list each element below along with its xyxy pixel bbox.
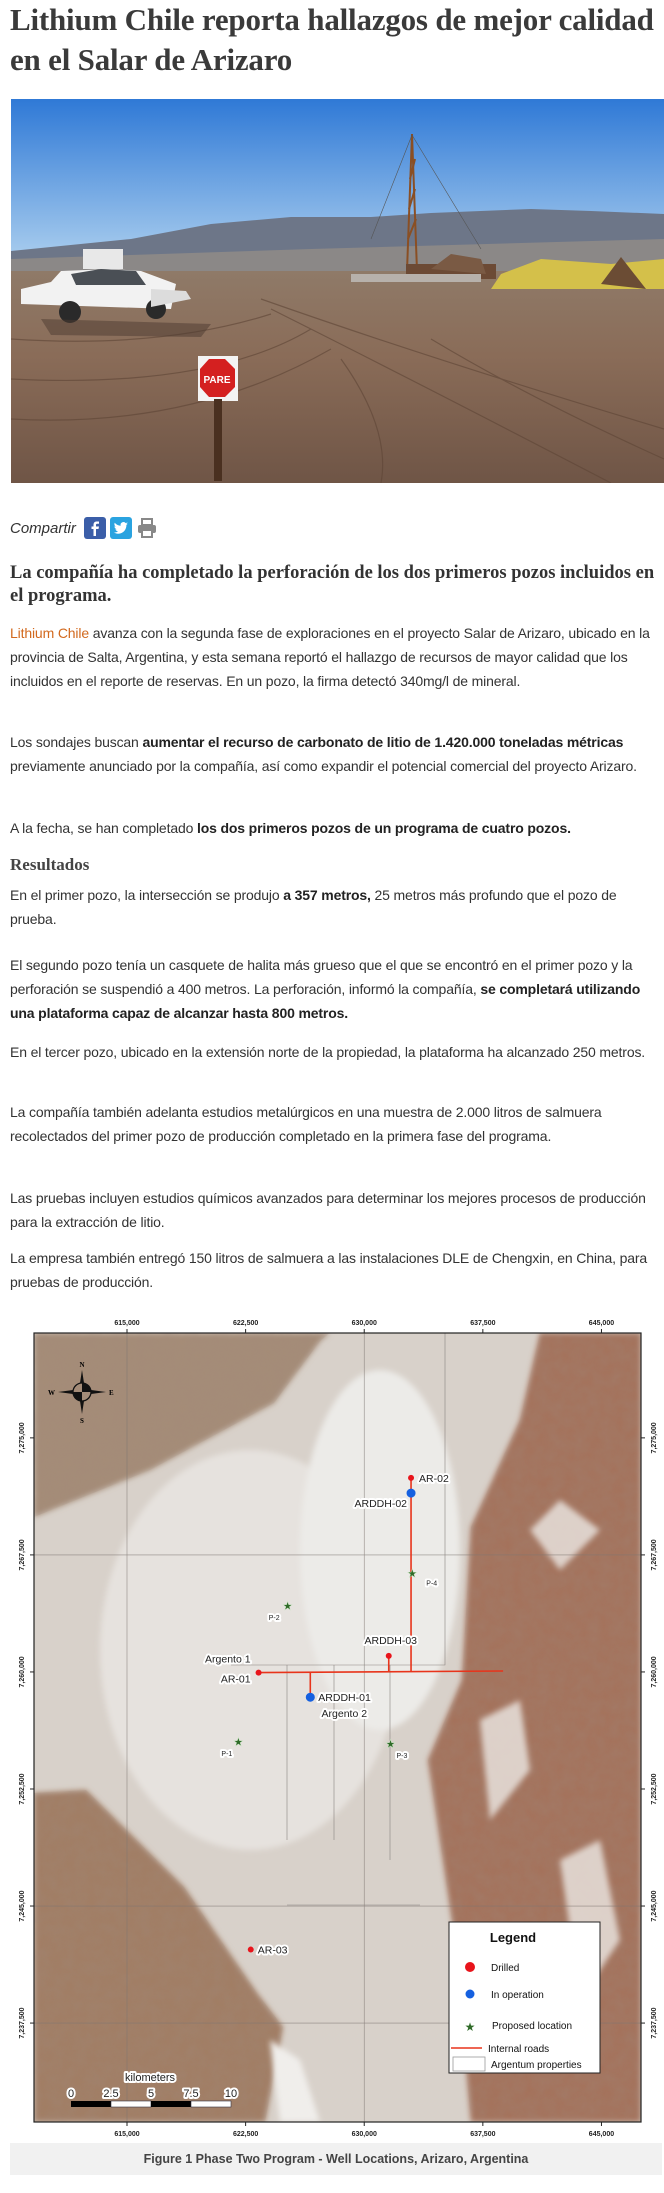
x-tick-label-top: 630,000: [351, 1320, 377, 1327]
y-tick-label-left: 7,267,500: [19, 1539, 26, 1571]
y-tick-label-right: 7,260,000: [651, 1656, 658, 1688]
twitter-icon[interactable]: [110, 517, 132, 539]
x-tick-label-bottom: 630,000: [351, 2131, 377, 2138]
paragraph-8: Las pruebas incluyen estudios químicos avanzados para determinar los mejores procesos de producción para la extracción de litio.: [10, 1190, 646, 1230]
article-photo: [11, 99, 664, 483]
share-bar: [10, 516, 655, 540]
y-tick-label-left: 7,275,000: [19, 1422, 26, 1454]
paragraph-bold: los dos primeros pozos de un programa de cuatro pozos.: [196, 820, 571, 836]
well-label: ARDDH-03: [364, 1634, 418, 1647]
lithium-chile-link[interactable]: Lithium Chile: [10, 625, 89, 641]
y-tick-label-left: 7,237,500: [19, 2007, 26, 2039]
well-label: P-3: [396, 1753, 408, 1761]
y-tick-label-right: 7,245,000: [651, 1890, 658, 1922]
facebook-icon[interactable]: [84, 517, 106, 539]
proposed-location-star-icon: ★: [406, 1566, 418, 1581]
paragraph-text: 25 metros más profundo que el pozo de prueba.: [10, 887, 617, 927]
compass-s: S: [80, 1417, 84, 1425]
well-label: P-1: [221, 1751, 233, 1759]
paragraph-4: [10, 883, 655, 931]
scale-label: 10: [224, 2088, 238, 2100]
legend-item: In operation: [491, 1990, 544, 2001]
paragraph-bold: a 357 metros,: [283, 887, 371, 903]
paragraph-2: [10, 730, 655, 778]
print-icon[interactable]: [136, 517, 158, 539]
legend-item: Proposed location: [492, 2021, 573, 2032]
legend-item: Drilled: [491, 1963, 520, 1974]
x-tick-label-top: 615,000: [114, 1320, 140, 1327]
well-label: AR-01: [220, 1673, 251, 1686]
x-tick-label-bottom: 615,000: [114, 2131, 140, 2138]
paragraph-7: La compañía también adelanta estudios metalúrgicos en una muestra de 2.000 litros de salmuera recolectados del primer pozo de producción completado en la primera fase del programa.: [10, 1104, 602, 1144]
x-tick-label-bottom: 637,500: [470, 2131, 496, 2138]
y-tick-label-left: 7,260,000: [19, 1656, 26, 1688]
x-tick-label-top: 645,000: [588, 1320, 615, 1327]
figure-caption: Figure 1 Phase Two Program - Well Locations, Arizaro, Argentina: [10, 2143, 662, 2175]
article-subtitle: La compañía ha completado la perforación de los dos primeros pozos incluidos en el programa.: [10, 563, 655, 606]
paragraph-5: [10, 953, 655, 1025]
drilled-well-marker: [408, 1475, 414, 1481]
scale-label: 0: [67, 2088, 75, 2100]
drilled-well-marker: [386, 1653, 392, 1659]
legend-star-icon: ★: [464, 2020, 476, 2034]
paragraph-bold: aumentar el recurso de carbonato de litio de 1.420.000 toneladas métricas: [142, 734, 624, 750]
legend-property-icon: [453, 2057, 485, 2071]
x-tick-label-top: 622,500: [232, 1320, 259, 1327]
legend-in-operation-icon: [466, 1990, 475, 1999]
scale-unit: kilometers: [124, 2072, 176, 2084]
operating-well-marker: [407, 1489, 416, 1498]
well-label: ARDDH-02: [354, 1498, 408, 1511]
article-title: Lithium Chile reporta hallazgos de mejor calidad en el Salar de Arizaro: [10, 2, 654, 77]
well-location-map: [0, 1300, 664, 2143]
legend-item: Argentum properties: [491, 2060, 582, 2071]
paragraph-3: [10, 816, 655, 840]
well-label: P-2: [268, 1614, 280, 1622]
well-label: P-4: [426, 1580, 438, 1588]
paragraph-9: La empresa también entregó 150 litros de salmuera a las instalaciones DLE de Chengxin, en China, para pruebas de producción.: [10, 1250, 648, 1290]
drilled-well-marker: [248, 1947, 254, 1953]
well-alias-label: Argento 1: [205, 1653, 251, 1666]
paragraph-text: avanza con la segunda fase de exploraciones en el proyecto Salar de Arizaro, ubicado en la provincia de Salta, Argentina, y esta semana reportó el hallazgo de recursos de mayor calidad que los incluidos en el reporte de reservas. En un pozo, la firma detectó 340mg/l de mineral.: [10, 625, 650, 689]
drilled-well-marker: [256, 1670, 262, 1676]
paragraph-text: El segundo pozo tenía un casquete de halita más grueso que el que se encontró en el primer pozo y la perforación se suspendió a 400 metros. La perforación, informó la compañía,: [10, 957, 633, 997]
y-tick-label-right: 7,252,500: [651, 1773, 658, 1805]
y-tick-label-left: 7,252,500: [19, 1773, 26, 1805]
paragraph-text: Los sondajes buscan: [10, 734, 143, 750]
compass-n: N: [79, 1361, 85, 1369]
well-alias-label: Argento 2: [321, 1708, 368, 1721]
paragraph-1: [10, 621, 655, 693]
proposed-location-star-icon: ★: [282, 1598, 294, 1613]
compass-w: W: [48, 1389, 55, 1397]
y-tick-label-right: 7,267,500: [651, 1539, 658, 1571]
x-tick-label-bottom: 622,500: [232, 2131, 259, 2138]
legend-item: Internal roads: [488, 2044, 550, 2055]
share-label: Compartir: [10, 519, 76, 537]
paragraph-text: A la fecha, se han completado: [10, 820, 197, 836]
well-label: ARDDH-01: [318, 1692, 371, 1705]
paragraph-bold: se completará utilizando una plataforma capaz de alcanzar hasta 800 metros.: [10, 981, 641, 1021]
scale-label: 7.5: [183, 2088, 199, 2100]
y-tick-label-right: 7,237,500: [651, 2007, 658, 2039]
scale-label: 2.5: [103, 2088, 119, 2100]
well-label: AR-03: [257, 1944, 288, 1957]
stop-sign-text: PARE: [203, 375, 231, 386]
operating-well-marker: [306, 1693, 315, 1702]
y-tick-label-right: 7,275,000: [651, 1422, 658, 1454]
proposed-location-star-icon: ★: [232, 1735, 244, 1750]
x-tick-label-top: 637,500: [470, 1320, 496, 1327]
legend-title: Legend: [489, 1930, 537, 1945]
legend-drilled-icon: [465, 1962, 475, 1972]
map-legend: [449, 1922, 600, 2073]
y-tick-label-left: 7,245,000: [19, 1890, 26, 1922]
well-label: AR-02: [419, 1472, 449, 1485]
results-heading: Resultados: [10, 855, 90, 874]
paragraph-6: En el tercer pozo, ubicado en la extensión norte de la propiedad, la plataforma ha alcanzado 250 metros.: [10, 1044, 646, 1060]
paragraph-text: previamente anunciado por la compañía, así como expandir el potencial comercial del proyecto Arizaro.: [10, 758, 637, 774]
paragraph-text: En el primer pozo, la intersección se produjo: [10, 887, 284, 903]
proposed-location-star-icon: ★: [385, 1737, 396, 1752]
compass-e: E: [109, 1389, 114, 1397]
x-tick-label-bottom: 645,000: [588, 2131, 615, 2138]
scale-label: 5: [147, 2088, 155, 2100]
